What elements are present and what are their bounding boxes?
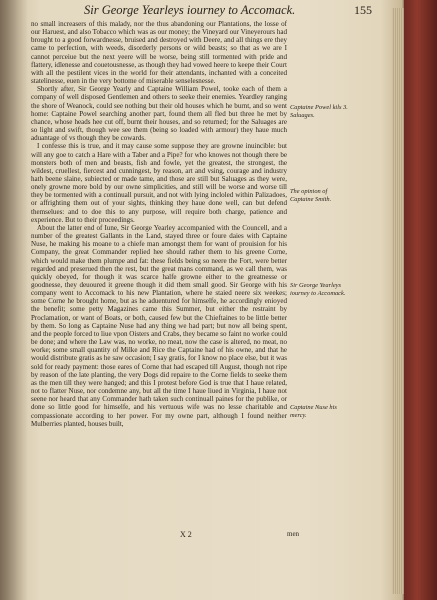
gutter-shadow	[0, 0, 28, 600]
signature-mark: X 2	[180, 530, 192, 539]
page-edges	[392, 8, 404, 594]
paragraph-2: Shortly after, Sir George Yearly and Captaine William Powel, tooke each of them a company of well disposed Gentlemen and others to seeke their enemies. Yeardley ranging the shore of Weanock, could see nothing but their old houses which he burnt, and so went home: Captaine Powel searching another part, found them all fled but three he met by chance, whose heads hee cut off, burnt their houses, and so returned; for the Saluages are so light and swift, though wee see them (being so loaded with armour) they haue much aduantage of vs though they be cowards.	[31, 85, 287, 143]
margin-note-accomack: Sir George Yearleys iourney to Accomack.	[290, 282, 346, 297]
page-number: 155	[354, 3, 372, 17]
page-header	[30, 3, 380, 21]
paragraph-1: no small increasers of this malady, nor the thus abandoning our Plantations, the losse of our Haruest, and also Tobacco which was as our money; the Vineyard our Vineyerours had brought to a good forwardnesse, bruised and destroyed with Deere, and all things ere they came to perfection, with weeds, disorderly persons or wild beasts; so that as we are I cannot perceiue but the next yeere will be worse, being still tormented with pride and flattery, idlenesse and couetousnesse, as though they had vowed heere to keepe their Court with all the pestilent vices in the world for their attendants, inchanted with a conceited statelinesse, euen in the very bottome of miserable senselesnesse.	[31, 20, 287, 86]
margin-note-powel: Captaine Powel kils 3. Saluages.	[290, 104, 348, 119]
margin-note-nuse: Captaine Nuse his mercy.	[290, 404, 337, 419]
margin-note-smith: The opinion of Captaine Smith.	[290, 188, 332, 203]
catchword: men	[287, 530, 300, 538]
paragraph-4: About the latter end of Iune, Sir George Yearley accompanied with the Councell, and a number of the greatest Gallants in the Land, stayed three or foure daies with Captaine Nuse, he making his moane to a chiefe man amongst them for want of prouision for his Company, the great Commander replied hee should rather them to his greene Corne, which would make them plumpe and fat: these fields being so neere the Fort, were better regarded and preserued then the rest, but the great mans command, as we call them, was quickly obeyed, for though it was scarce halfe growne either to the greatnesse or goodnesse, they deuoured it greene though it did them small good. Sir George with his company went to Accomack to his new Plantation, where he staied neere six weekes; some Corne he brought home, but as he aduentured for himselfe, he accordingly enioyed the benefit; some petty Magazines came this Summer, but either the restraint by Proclamation, or want of Boats, or both, caused few but the Chieftaines to be little better by them. So long as Captaine Nuse had any thing we had part; but now all being spent, and the people forced to liue vpon Oisters and Crabs, they became so faint no worke could be done; and where the Law was, no worke, no meat, now the case is altered, no meat, no worke; some small quantity of Milke and Rice the Captaine had of his owne, and that he would distribute gratis as he saw occasion; I say gratis, for I know no place else, but it was sold for ready payment: those eares of Corne that had escaped till August, though not ripe by reason of the late planting, the very Dogs did repaire to the Corne fields to seeke them as the men till they were hanged; and this I protest before God is true that I haue related, not to flatter Nuse, nor condemne any, but all the time I haue liued in Virginia, I haue not seene nor heard that any Commander hath taken such continuall paines for the publike, or done so little good for himselfe, and his vertuous wife was no lesse charitable and compassionate according to her power. For my owne part, although I found neither Mulberries planted, houses built,	[31, 223, 287, 428]
page-footer	[30, 530, 390, 542]
running-title: Sir George Yearleys iourney to Accomack.	[84, 3, 296, 17]
paragraph-3: I confesse this is true, and it may cause some suppose they are growne inuincible: but will any goe to catch a Hare with a Taber and a Pipe? for who knowes not though there be monsters both of men and beasts, fish and fowle, yet the greatest, the strongest, the wildest, cruellest, fiercest and cunningest, by reason, art and vsing, courage and industry hath beene slaine, subiected or made tame, and those are still but Saluages as they were, onely growne more bold by our owne simplicities, and still will be worse and worse till they be tormented with a continuall pursuit, and not with lying incloled within Palizadoes, or affrighting them out of your sights, thinking they haue done well, can but defend themselues: and to doe this to any purpose, will require both charge, patience and experience. But to their proceedings.	[31, 142, 287, 224]
main-text-block	[31, 20, 287, 428]
book-cover-edge	[404, 0, 437, 600]
